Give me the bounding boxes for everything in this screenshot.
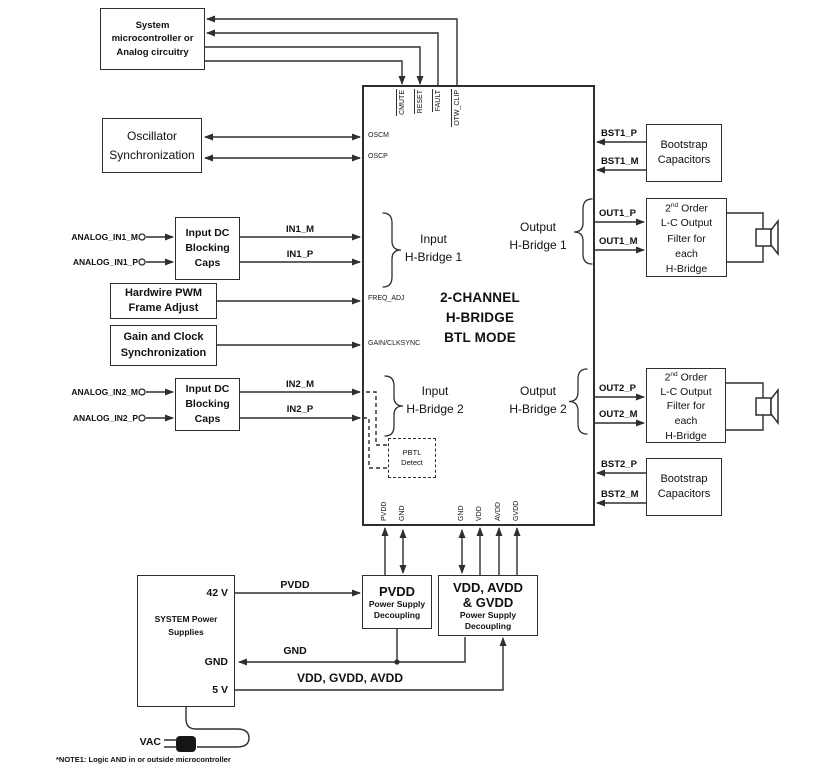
bootstrap-caps-box-2: [646, 458, 722, 516]
filter1-line1: 2nd Order: [665, 201, 708, 215]
region-output-hbridge1: Output H-Bridge 1: [509, 220, 567, 252]
pin-pvdd: PVDD: [381, 501, 388, 521]
vdd-decoupling-box: [438, 575, 538, 636]
pin-vdd: VDD: [476, 506, 483, 521]
pwm-frame-adjust-box: [110, 283, 217, 319]
label-in1-m: IN1_M: [286, 224, 314, 235]
filter1-line3: Filter for: [667, 232, 706, 245]
pin-otw-clip: OTW_CLIP: [451, 89, 463, 141]
pin-oscm: OSCM: [368, 132, 389, 139]
brace-output1: [574, 199, 592, 264]
dc1-line3: Caps: [194, 257, 221, 269]
pvdd-decoupling-box: [362, 575, 432, 629]
label-in2-p: IN2_P: [286, 404, 314, 415]
label-bst1-p: BST1_P: [601, 128, 637, 139]
osc-line2: Synchronization: [109, 147, 195, 162]
label-vdd-rail: VDD, GVDD, AVDD: [296, 671, 403, 685]
pin-gvdd: GVDD: [513, 500, 520, 521]
pin-freq-adj: FREQ_ADJ: [368, 295, 405, 302]
filter2-line2: L-C Output: [660, 385, 712, 398]
pvdd-dec-line2: Decoupling: [373, 609, 421, 620]
label-out2-p: OUT2_P: [599, 383, 636, 394]
label-analog-in2-p: ANALOG_IN2_P: [72, 413, 138, 423]
dc1-line1: Input DC: [185, 227, 230, 239]
vdd-dec-title1: VDD, AVDD: [452, 580, 524, 595]
label-analog-in2-m: ANALOG_IN2_M: [71, 387, 138, 397]
filter2-line5: H-Bridge: [665, 429, 707, 442]
speaker-icon: [756, 221, 778, 254]
pin-reset: RESET: [414, 89, 426, 141]
label-gnd-rail: GND: [283, 645, 307, 657]
filter1-line5: H-Bridge: [665, 263, 708, 276]
boot2-line1: Bootstrap: [660, 472, 708, 485]
pwm-line2: Frame Adjust: [128, 302, 199, 314]
microcontroller-line3: Analog circuitry: [116, 46, 189, 58]
filter2-line4: each: [674, 415, 698, 428]
pbtl-detect-box: [388, 438, 436, 478]
gain-clock-sync-box: [110, 325, 217, 366]
footnote: *NOTE1: Logic AND in or outside microcontroller: [56, 755, 231, 764]
label-bst2-m: BST2_M: [601, 489, 639, 500]
pvdd-dec-title: PVDD: [378, 584, 416, 599]
lc-filter-box-2: [646, 368, 726, 443]
filter2-line3: Filter for: [666, 400, 706, 413]
supply-5v-label: 5 V: [212, 684, 228, 696]
microcontroller-box: [100, 8, 205, 70]
dc2-line3: Caps: [194, 413, 221, 425]
label-out1-p: OUT1_P: [599, 208, 636, 219]
label-bst1-m: BST1_M: [601, 156, 639, 167]
gain-line2: Synchronization: [120, 346, 207, 359]
vdd-dec-line2: Decoupling: [464, 620, 512, 631]
pin-avdd: AVDD: [495, 502, 502, 521]
region-output-hbridge2: Output H-Bridge 2: [509, 384, 567, 416]
power-plug-icon: [164, 736, 196, 752]
pin-oscp: OSCP: [368, 153, 388, 160]
boot1-line1: Bootstrap: [660, 138, 708, 151]
vdd-dec-title2: & GVDD: [462, 595, 514, 610]
pwm-line1: Hardwire PWM: [124, 286, 202, 299]
label-in1-p: IN1_P: [286, 249, 314, 260]
filter2-line1: 2nd Order: [664, 370, 708, 384]
pin-fault: FAULT: [432, 89, 444, 141]
pin-cmute: CMUTE: [396, 89, 408, 141]
label-analog-in1-p: ANALOG_IN1_P: [72, 257, 138, 267]
dc1-line2: Blocking: [185, 242, 230, 254]
pin-gnd-2: GND: [458, 505, 465, 521]
oscillator-sync-box: [102, 118, 202, 173]
label-out2-m: OUT2_M: [599, 409, 638, 420]
speaker-icon: [756, 390, 778, 423]
label-vac: VAC: [139, 736, 161, 748]
label-out1-m: OUT1_M: [599, 236, 638, 247]
label-in2-m: IN2_M: [286, 379, 314, 390]
lc-filter-box-1: [646, 198, 727, 277]
boot2-line2: Capacitors: [657, 488, 711, 500]
microcontroller-line1: System: [135, 19, 170, 31]
osc-line1: Oscillator: [126, 128, 177, 143]
junction-dot: [394, 659, 399, 664]
region-input-hbridge1: Input H-Bridge 1: [404, 232, 463, 264]
region-input-hbridge2: Input H-Bridge 2: [406, 384, 464, 416]
label-bst2-p: BST2_P: [601, 459, 637, 470]
boot1-line2: Capacitors: [657, 154, 711, 166]
pbtl-line2: Detect: [401, 458, 423, 467]
supply-42v-label: 42 V: [206, 587, 228, 599]
system-power-box: [137, 575, 235, 707]
dc-blocking-caps-box-1: [175, 217, 240, 280]
gain-line1: Gain and Clock: [123, 331, 204, 343]
pbtl-line1: PBTL: [402, 448, 422, 457]
pin-gnd-1: GND: [399, 505, 406, 521]
supply-gnd-label: GND: [204, 656, 228, 668]
chip-title: 2-CHANNEL H-BRIDGE BTL MODE: [440, 290, 520, 345]
dc2-line1: Input DC: [185, 383, 230, 395]
pvdd-dec-line1: Power Supply: [368, 599, 426, 609]
filter1-line4: each: [675, 247, 698, 260]
label-analog-in1-m: ANALOG_IN1_M: [71, 232, 138, 242]
system-power-title: SYSTEM Power Supplies: [154, 614, 218, 637]
dc2-line2: Blocking: [185, 398, 230, 410]
vdd-dec-line1: Power Supply: [459, 610, 517, 620]
filter1-line2: L-C Output: [660, 217, 713, 230]
pin-gain-clksync: GAIN/CLKSYNC: [368, 340, 421, 347]
microcontroller-line2: microcontroller or: [111, 33, 194, 45]
bootstrap-caps-box-1: [646, 124, 722, 182]
dc-blocking-caps-box-2: [175, 378, 240, 431]
label-pvdd-rail: PVDD: [280, 579, 310, 591]
